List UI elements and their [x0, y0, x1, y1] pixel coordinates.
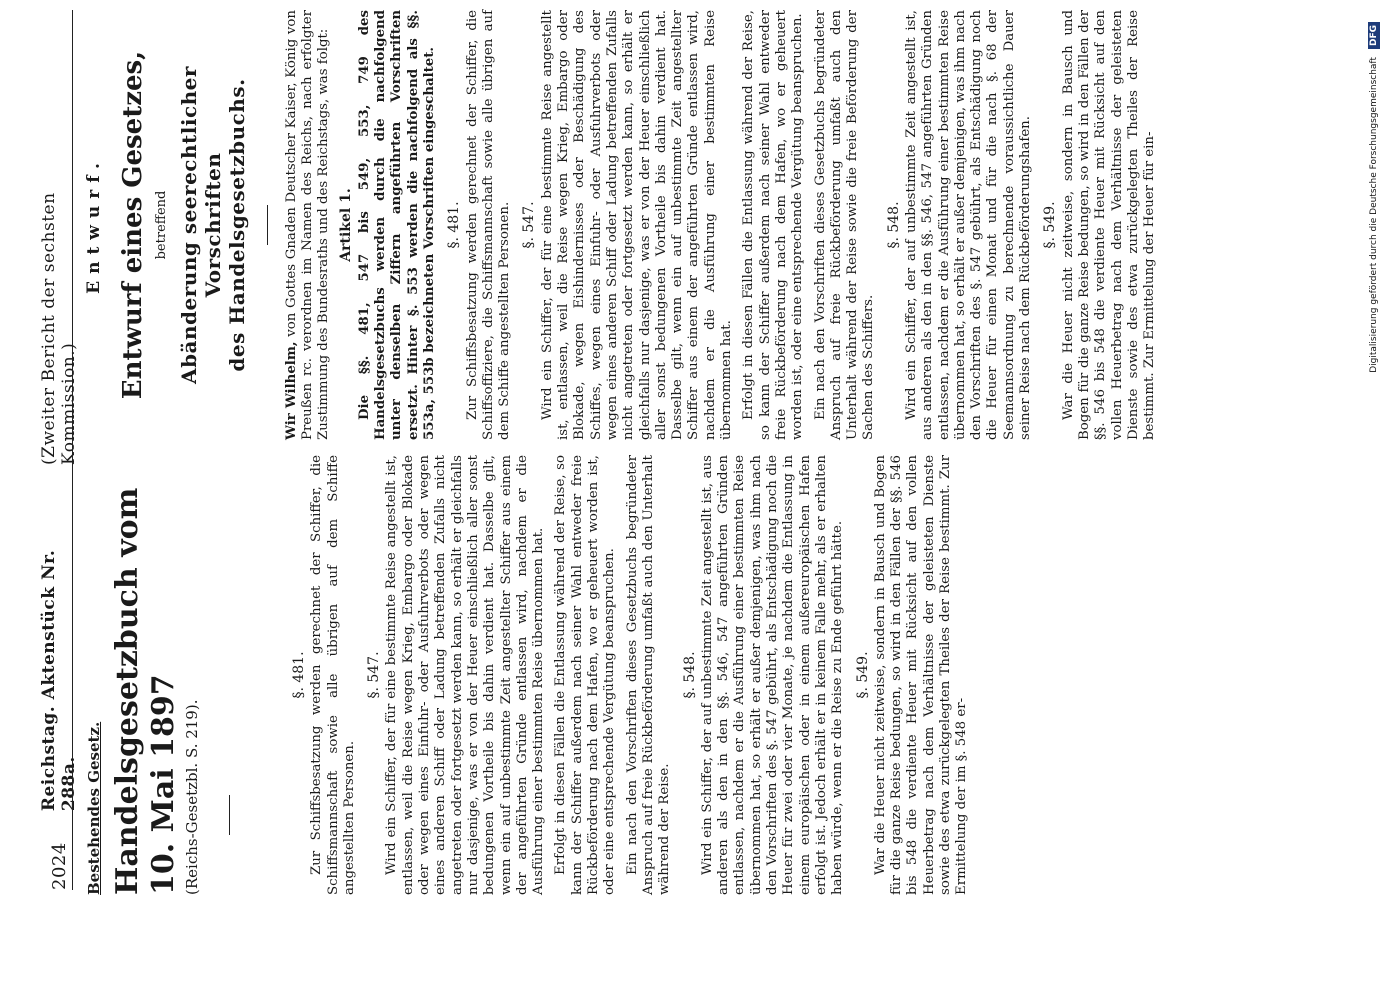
draft-column: [86, 10, 1164, 440]
draft-par549-heading: §. 549.: [1042, 201, 1059, 249]
existing-par547-heading: §. 547.: [366, 651, 383, 699]
law-title: Handelsgesetzbuch vom 10. Mai 1897: [110, 487, 182, 895]
draft-par481-text: Zur Schiffsbesatzung werden gerechnet der Schiffer, die Schiffsoffiziere, die Schiffsmannschaft sowie alle übrigen auf dem Schiffe angestellten Personen.: [464, 10, 513, 440]
existing-par547-p1: Wird ein Schiffer, der für eine bestimmte Reise angestellt ist, entlassen, weil die Reise wegen Krieg, Embargo oder Blokade oder wegen eines Einfuhr- oder Ausfuhrverbots oder wegen eines anderen Schiff oder Ladung betreffenden Zufalls nicht angetreten oder fortgesetzt werden kann, so erhält er gleichfalls nur dasjenige, was er von der Heuer einschließlich aller sonst bedungenen Vortheile bis dahin verdient hat. Dasselbe gilt, wenn ein auf unbestimmte Zeit angestellter Schiffer aus einem der angeführten Gründe entlassen wird, nachdem er die Ausführung einer bestimmten Reise übernommen hat.: [384, 455, 547, 895]
draft-par548-p1: Wird ein Schiffer, der auf unbestimmte Zeit angestellt ist, aus anderen als den in den §§. 546, 547 angeführten Gründen entlassen, nachdem er die Ausführung einer bestimmten Reise übernommen hat, so erhält er außer demjenigen, was ihm nach den Vorschriften des §. 547 gebührt, als Entschädigung noch die Heuer für einen Monat und für die nach §. 68 der Seemannsordnung zu berechnende voraussichtliche Dauer seiner Reise nach dem Rückbeförderungshafen.: [903, 10, 1034, 440]
draft-betreffend: betreffend: [154, 190, 170, 260]
existing-par549-heading: §. 549.: [854, 651, 871, 699]
draft-title-rule: [267, 205, 268, 245]
draft-par547-heading: §. 547.: [521, 201, 538, 249]
header-reference: (Zweiter Bericht der sechsten Kommission.): [39, 192, 79, 465]
left-title-rule: [229, 795, 230, 835]
draft-preamble: [284, 10, 333, 440]
existing-par547-p2: Erfolgt in diesen Fällen die Entlassung während der Reise, so kann der Schiffer außerdem nach seiner Wahl entweder freie Rückbeförderung nach dem Hafen, wo er geheuert worden ist, oder eine entsprechende Vergütung beanspruchen.: [553, 455, 618, 895]
draft-par547-p1: Wird ein Schiffer, der für eine bestimmte Reise angestellt ist, entlassen, weil die Reise wegen Krieg, Embargo oder Blokade, wegen Eishindernisses oder Beschädigung des Schiffes, wegen eines Einfuhr- oder Ausfuhrverbots oder wegen eines anderen Schiff oder Ladung betreffenden Zufalls nicht angetreten oder fortgesetzt werden kann, so erhält er gleichfalls nur dasjenige, was er von der Heuer einschließlich aller sonst bedungenen Vortheile bis dahin verdient hat. Dasselbe gilt, wenn ein auf unbestimmte Zeit angestellter Schiffer aus einem der angeführten Gründe entlassen wird, nachdem er die Ausführung einer bestimmten Reise übernommen hat.: [539, 10, 735, 440]
existing-par481-heading: §. 481.: [291, 651, 307, 699]
draft-article-heading: Artikel 1.: [338, 188, 355, 262]
draft-par547-p2: Erfolgt in diesen Fällen die Entlassung während der Reise, so kann der Schiffer außerdem nach seiner Wahl entweder freie Rückbeförderung nach dem Hafen, wo er geheuert worden ist, oder eine entsprechende Vergütung beanspruchen.: [741, 10, 806, 440]
draft-article-text: Die §§. 481, 547 bis 549, 553, 749 des Handelsgesetzbuchs werden durch die nachfolgend unter denselben Ziffern angeführten Vorschriften ersetzt. Hinter §. 553 werden die nachfolgend als §§. 553a, 553b bezeichneten Vorschriften eingeschaltet.: [356, 10, 437, 440]
digitization-credit: [1365, 0, 1383, 1000]
draft-par481-heading: §. 481.: [446, 201, 463, 249]
existing-par548-heading: §. 548.: [681, 651, 698, 699]
page-number: 2024: [48, 842, 70, 890]
credit-text: Digitalisierung gefördert durch die Deutsche Forschungsgemeinschaft: [1369, 57, 1379, 373]
law-source: (Reichs-Gesetzbl. S. 219).: [183, 699, 202, 895]
draft-par548-heading: §. 548.: [885, 201, 902, 249]
existing-par549-p1: War die Heuer nicht zeitweise, sondern in Bausch und Bogen für die ganze Reise bedungen, so wird in den Fällen der §§. 546 bis 548 die verdiente Heuer mit Rücksicht auf den vollen Heuerbetrag nach dem Verhältnisse der geleisteten Dienste sowie des etwa zurückgelegten Theiles der Reise bestimmt. Zur Ermittelung der im §. 548 er-: [872, 455, 970, 895]
draft-title: Entwurf eines Gesetzes,: [118, 50, 149, 400]
existing-par481-text: Zur Schiffsbesatzung werden gerechnet der Schiffer, die Schiffsmannschaft sowie alle übrigen auf dem Schiffe angestellten Personen.: [309, 455, 357, 895]
page-header: [39, 70, 79, 890]
draft-par547-p3: Ein nach den Vorschriften dieses Gesetzbuchs begründeter Anspruch auf freie Rückbeförderung umfaßt auch den Unterhalt während der Reise sowie die freie Beförderung der Sachen des Schiffers.: [812, 10, 877, 440]
draft-preamble-text: von Gottes Gnaden Deutscher Kaiser, König von Preußen rc. verordnen im Namen des Reichs, nach erfolgter Zustimmung des Bundesraths und des Reichstags, was folgt:: [283, 10, 332, 440]
draft-change-title-1: Abänderung seerechtlicher Vorschriften: [176, 66, 225, 384]
existing-par547-p3: Ein nach den Vorschriften dieses Gesetzbuchs begründeter Anspruch auf freie Rückbeförderung umfaßt auch den Unterhalt während der Reise.: [624, 455, 673, 895]
dfg-logo: DFG: [1368, 22, 1380, 49]
existing-law-text: [283, 455, 977, 895]
draft-label: Entwurf.: [84, 156, 104, 294]
existing-law-column: [86, 455, 230, 895]
draft-par549-p1: War die Heuer nicht zeitweise, sondern in Bausch und Bogen für die ganze Reise bedungen, so wird in den Fällen der §§. 546 bis 548 die verdiente Heuer mit Rücksicht auf den vollen Heuerbetrag nach dem Verhältnisse der geleisteten Dienste sowie des etwa zurückgelegten Theiles der Reise bestimmt. Zur Ermittelung der Heuer für ein-: [1060, 10, 1158, 440]
header-rule: [72, 10, 73, 890]
draft-preamble-name: Wir Wilhelm,: [283, 341, 299, 440]
header-title: Reichstag. Aktenstück Nr. 288a.: [39, 549, 79, 812]
existing-par548-p1: Wird ein Schiffer, der auf unbestimmte Zeit angestellt ist, aus anderen als den in den §§. 546, 547 angeführten Gründen entlassen, nachdem er die Ausführung einer bestimmten Reise übernommen hat, so erhält er außer demjenigen, was ihm nach den Vorschriften des §. 547 gebührt, als Entschädigung noch die Heuer für zwei oder vier Monate, je nachdem die Entlassung in einem europäischen oder in einem außereuropäischen Hafen erfolgt ist. Jedoch erhält er in keinem Falle mehr, als er erhalten haben würde, wenn er die Reise zu Ende geführt hätte.: [699, 455, 846, 895]
existing-law-label: Bestehendes Gesetz.: [85, 721, 103, 895]
draft-change-title-2: des Handelsgesetzbuchs.: [224, 78, 249, 372]
